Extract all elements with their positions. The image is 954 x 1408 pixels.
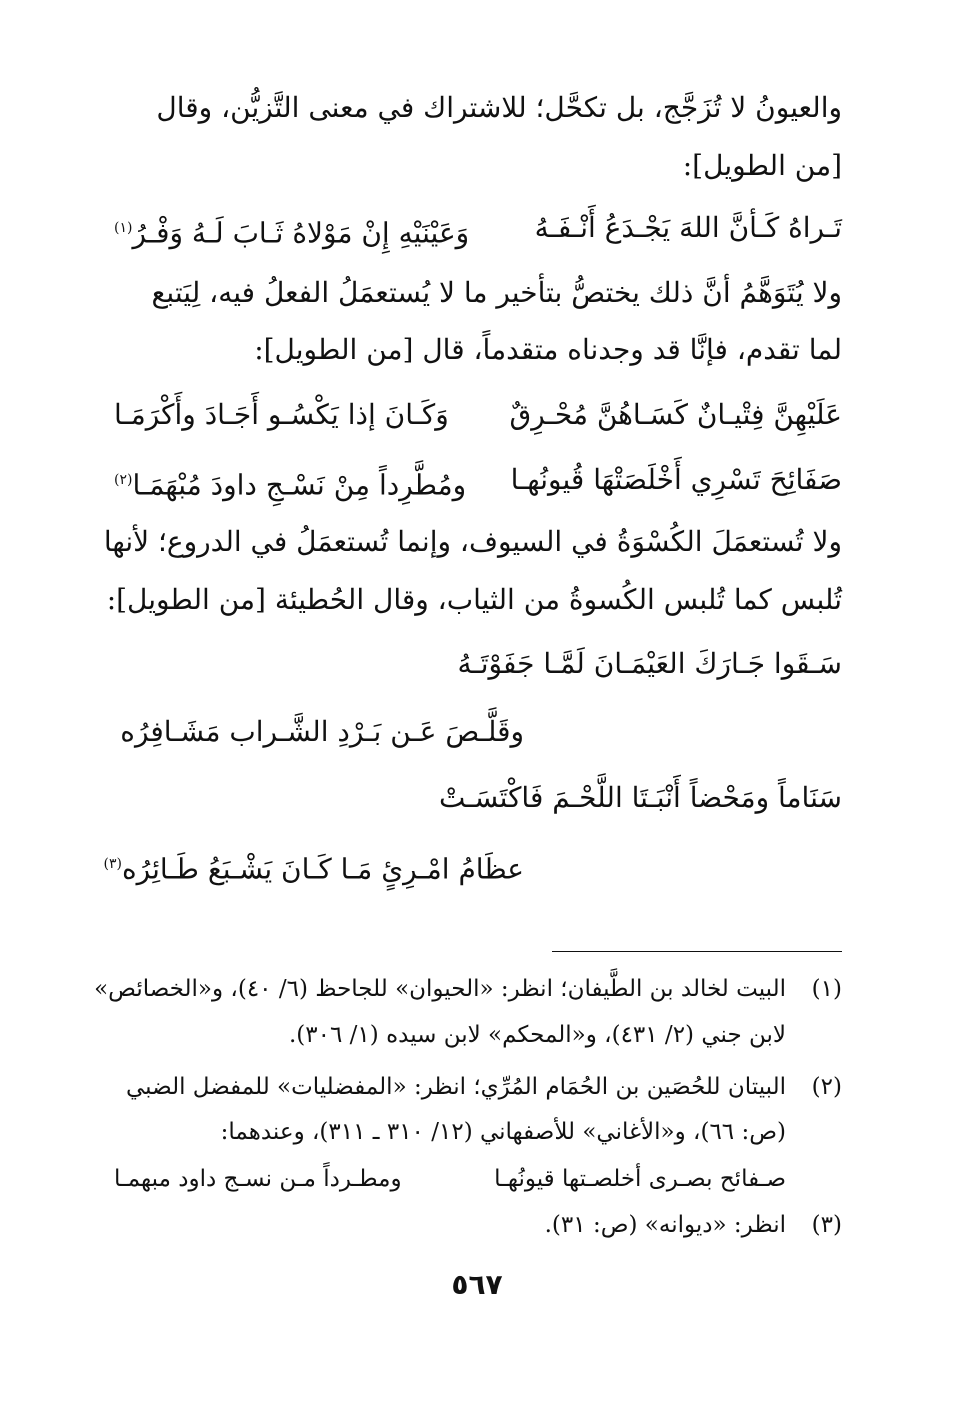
footnote-marker: (٢) <box>114 472 133 488</box>
body-text-line: لما تقدم، فإنَّا قد وجدناه متقدماً، قال [من الطويل]: <box>254 333 842 366</box>
footnote-text: انظر: «ديوانه» (ص: ٣١). <box>544 1212 786 1238</box>
body-text-line: والعيونُ لا تُزَجَّج، بل تكحَّل؛ للاشتراك في معنى التَّزيُّن، وقال <box>156 91 842 124</box>
footnote-number: (٣) <box>811 1212 842 1238</box>
footnote-text: البيت لخالد بن الطَّيفان؛ انظر: «الحيوان» للجاحظ (٦/ ٤٠)، و«الخصائص» <box>94 976 786 1002</box>
footnote-line <box>114 1070 842 1104</box>
verse-first-hemistich: تَـراهُ كَـأنَّ اللهَ يَجْـدَعُ أَنْـفَـهُ <box>534 211 842 244</box>
verse-first-hemistich: سَـقَوا جَـارَكَ العَيْمَـانَ لَمَّـا جَفَوْتَـهُ <box>457 647 842 680</box>
hemistich-text: عظَامُ امْـرِئٍ مَـا كَـانَ يَشْـبَعُ طَـائِرُه <box>121 852 524 886</box>
verse-second-hemistich <box>104 844 524 889</box>
verse-second-hemistich: ومطـرداً مـن نسـج داود مبهمـا <box>114 1166 402 1192</box>
footnote-line <box>94 972 842 1006</box>
verse-second-hemistich <box>114 460 466 505</box>
footnote-line: (ص: ٦٦)، و«الأغاني» للأصفهاني (١٢/ ٣١٠ ـ ٣١١)، وعندهما: <box>220 1119 786 1145</box>
verse-second-hemistich <box>114 208 469 253</box>
footnote-line: لابن جني (٢/ ٤٣١)، و«المحكم» لابن سيده (١/ ٣٠٦). <box>289 1022 786 1048</box>
footnote-number: (٢) <box>811 1074 842 1100</box>
footnote-verse <box>114 1162 842 1196</box>
verse-first-hemistich: صـفائح بصـرى أخلصـتها قيونُهـا <box>494 1166 786 1192</box>
hemistich-text: ومُطَّرِداً مِنْ نَسْـجِ داودَ مُبْهَمَـا <box>132 468 467 502</box>
verse-first-hemistich: عَلَيْهِنَّ فِتْيـانٌ كَسَـاهُنَّ مُحْـرِقٌ <box>509 398 842 431</box>
hemistich-text: وَعَيْنَيْهِ إِنْ مَوْلاهُ ثَـابَ لَـهُ وَفْـرُ <box>132 216 470 250</box>
body-text-line: ولا تُستعمَلَ الكُسْوَةُ في السيوف، وإنما تُستعمَلُ في الدروع؛ لأنها <box>103 525 842 558</box>
page-number: ٥٦٧ <box>451 1268 503 1301</box>
poetry-verse <box>114 395 842 435</box>
footnote-marker: (٣) <box>103 856 122 872</box>
footnote-number: (١) <box>811 976 842 1002</box>
body-text-line: ولا يُتَوَهَّمُ أنَّ ذلك يختصُّ بتأخير ما لا يُستعمَلُ الفعلُ فيه، لِيَتبع <box>151 276 842 309</box>
footnote-separator <box>552 951 842 952</box>
poetry-verse <box>114 460 842 505</box>
verse-first-hemistich: صَفَائِحَ تَسْرِي أَخْلَصَتْهَا قُيونُهـا <box>510 463 842 496</box>
footnote-marker: (١) <box>114 220 133 236</box>
footnote-text: البيتان للحُصَين بن الحُمَام المُرِّي؛ انظر: «المفضليات» للمفضل الضبي <box>126 1074 786 1100</box>
body-text-line: تُلبس كما تُلبس الكُسوةُ من الثياب، وقال الحُطيئة [من الطويل]: <box>106 583 842 616</box>
verse-second-hemistich: وَكَـانَ إذا يَكْسُـو أَجَـادَ وأَكْرَمَـا <box>114 398 449 431</box>
footnote-line <box>114 1208 842 1242</box>
body-text-line: [من الطويل]: <box>682 149 842 182</box>
verse-first-hemistich: سَنَاماً ومَحْضاً أَنْبَـتَا اللَّحْـمَ فَاكْتَسَـتْ <box>438 781 842 814</box>
poetry-verse <box>114 208 842 253</box>
verse-second-hemistich: وقَلَّـصَ عَـن بَـرْدِ الشَّـراب مَشَـافِرُه <box>120 715 524 748</box>
